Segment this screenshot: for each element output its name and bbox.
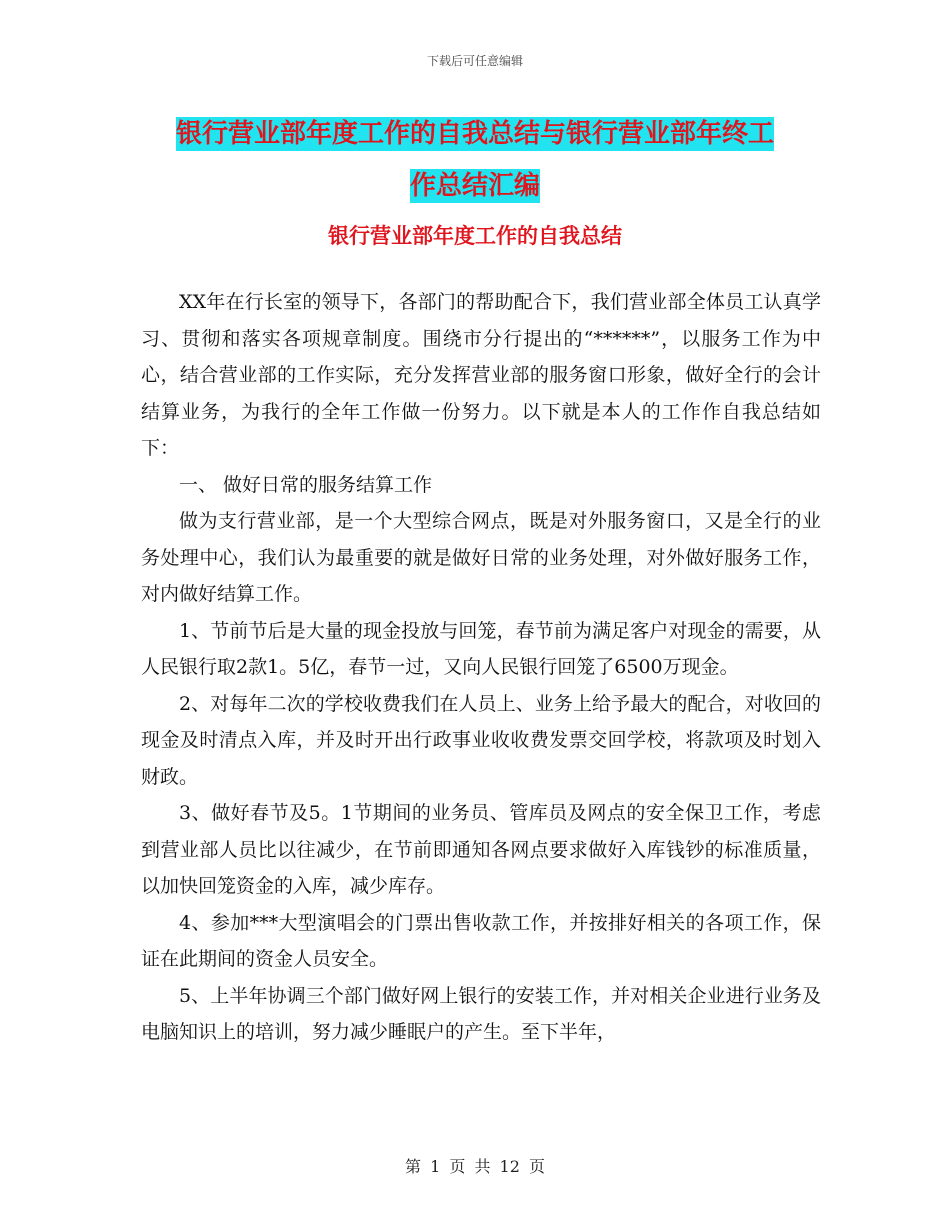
document-title-line-2: 作总结汇编 — [409, 171, 540, 201]
paragraph-overview: 做为支行营业部，是一个大型综合网点，既是对外服务窗口，又是全行的业务处理中心，我们认为最重要的就是做好日常的业务处理，对外做好服务工作，对内做好结算工作。 — [141, 510, 821, 605]
list-item-1: 1、节前节后是大量的现金投放与回笼，春节前为满足客户对现金的需要，从人民银行取2款1。5亿，春节一过，又向人民银行回笼了6500万现金。 — [141, 619, 821, 678]
section-title: 银行营业部年度工作的自我总结 — [328, 224, 622, 248]
list-item-2: 2、对每年二次的学校收费我们在人员上、业务上给予最大的配合，对收回的现金及时清点入库，并及时开出行政事业收收费发票交回学校，将款项及时划入财政。 — [141, 692, 821, 788]
list-item-4: 4、参加***大型演唱会的门票出售收款工作，并按排好相关的各项工作，保证在此期间的资金人员安全。 — [141, 911, 821, 970]
page-header-note: 下载后可任意编辑 — [426, 54, 523, 68]
list-item-5: 5、上半年协调三个部门做好网上银行的安装工作，并对相关企业进行业务及电脑知识上的培训，努力减少睡眠户的产生。至下半年， — [141, 984, 821, 1043]
document-title-line-1: 银行营业部年度工作的自我总结与银行营业部年终工 — [175, 119, 774, 149]
page-number: 第 1 页 共 12 页 — [405, 1157, 545, 1176]
document-body — [141, 284, 821, 1051]
heading-item-1: 一、 做好日常的服务结算工作 — [179, 473, 433, 496]
paragraph-intro: XX年在行长室的领导下，各部门的帮助配合下，我们营业部全体员工认真学习、贯彻和落实各项规章制度。围绕市分行提出的“******”，以服务工作为中心，结合营业部的工作实际，充分发挥营业部的服务窗口形象，做好全行的会计结算业务，为我行的全年工作做一份努力。以下就是本人的工作作自我总结如下： — [141, 291, 821, 459]
list-item-3: 3、做好春节及5。1节期间的业务员、管库员及网点的安全保卫工作，考虑到营业部人员比以往减少，在节前即通知各网点要求做好入库钱钞的标准质量，以加快回笼资金的入库，减少库存。 — [141, 802, 821, 897]
document-title — [0, 108, 950, 212]
